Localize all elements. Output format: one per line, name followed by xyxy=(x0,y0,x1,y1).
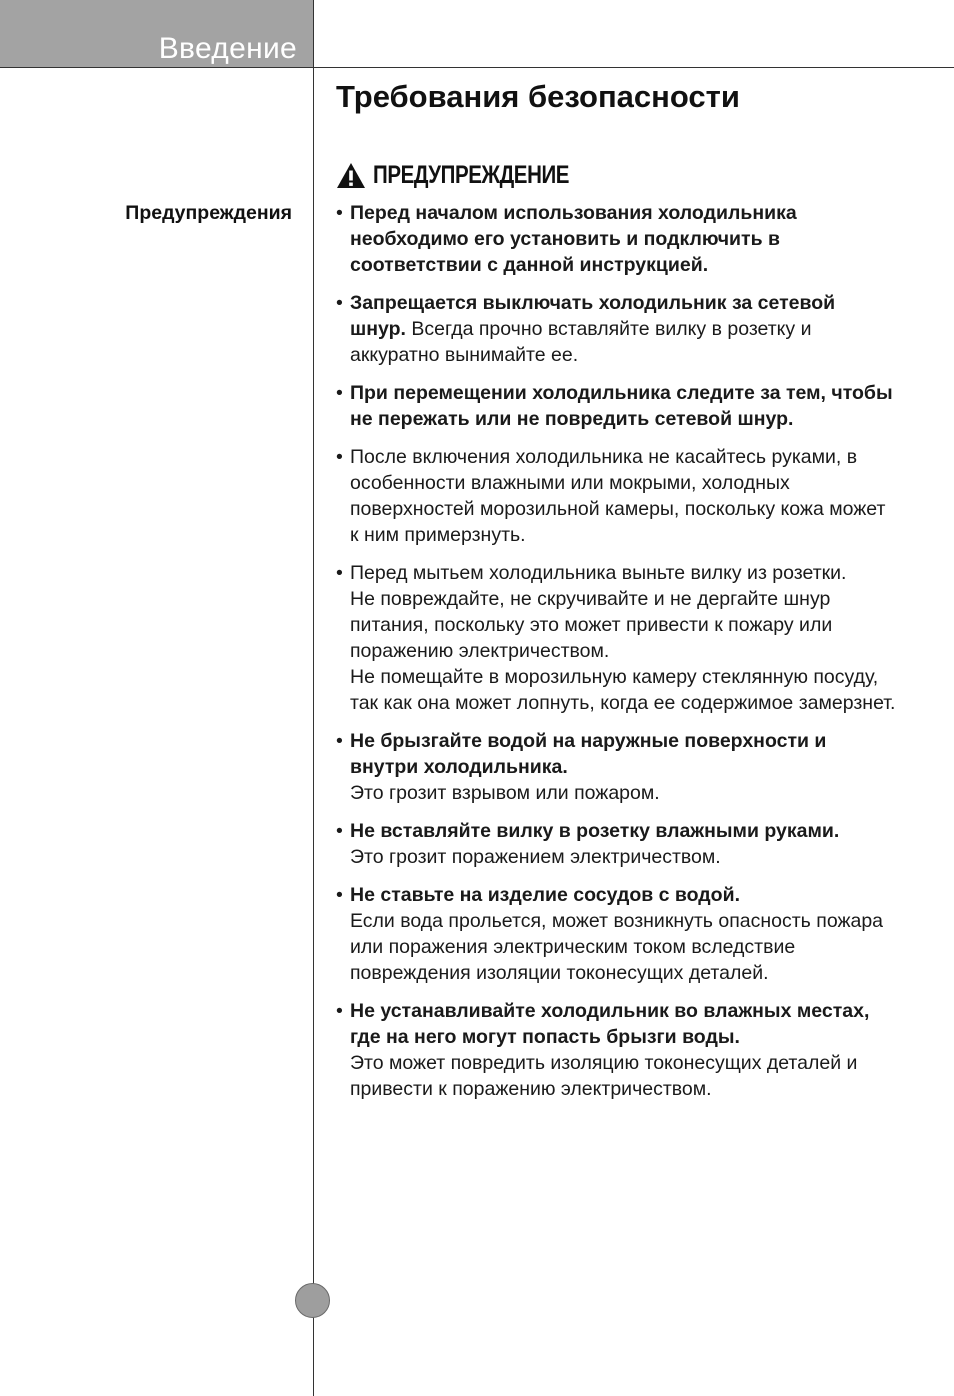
item-bold-text: Не устанавливайте холодильник во влажных местах, где на него могут попасть брызги воды. xyxy=(350,1000,870,1048)
column-divider xyxy=(313,0,314,1396)
bullet: • xyxy=(336,382,343,404)
item-bold-text: Не брызгайте водой на наружные поверхности и внутри холодильника. xyxy=(350,730,827,778)
item-text: Это грозит поражением электричеством. xyxy=(350,846,721,868)
page-marker-dot xyxy=(295,1283,330,1318)
bullet: • xyxy=(336,446,343,468)
list-item xyxy=(336,200,896,278)
page-title: Требования безопасности xyxy=(336,79,740,114)
bullet: • xyxy=(336,292,343,314)
item-text: Если вода прольется, может возникнуть опасность пожара или поражения электрическим током вследствие повреждения изоляции токонесущих деталей. xyxy=(350,910,884,984)
bullet: • xyxy=(336,562,343,584)
list-item xyxy=(336,998,896,1102)
item-text: Это грозит взрывом или пожаром. xyxy=(350,782,660,804)
list-item xyxy=(336,818,896,870)
item-text: Не повреждайте, не скручивайте и не дергайте шнур питания, поскольку это может привести к пожару или поражению электричеством. xyxy=(350,588,833,662)
item-bold-text: Запрещается выключать холодильник за сетевой шнур. xyxy=(350,292,836,340)
item-text: После включения холодильника не касайтесь руками, в особенности влажными или мокрыми, холодных поверхностей морозильной камеры, поскольку кожа может к ним примерзнуть. xyxy=(350,446,886,546)
warning-triangle-icon xyxy=(336,162,366,189)
list-item xyxy=(336,728,896,806)
item-bold-text: Не вставляйте вилку в розетку влажными руками. xyxy=(350,820,840,842)
item-text: Перед мытьем холодильника выньте вилку из розетки. xyxy=(350,562,847,584)
list-item xyxy=(336,444,896,548)
section-tab xyxy=(0,0,313,68)
item-bold-text: При перемещении холодильника следите за тем, чтобы не пережать или не повредить сетевой шнур. xyxy=(350,382,893,430)
bullet: • xyxy=(336,820,343,842)
warning-heading xyxy=(336,158,612,192)
warning-heading-text: ПРЕДУПРЕЖДЕНИЕ xyxy=(373,160,570,189)
item-text: Всегда прочно вставляйте вилку в розетку и аккуратно вынимайте ее. xyxy=(350,318,812,366)
list-item xyxy=(336,380,896,432)
bullet: • xyxy=(336,730,343,752)
item-text: Это может повредить изоляцию токонесущих деталей и привести к поражению электричеством. xyxy=(350,1052,858,1100)
warning-list xyxy=(336,200,896,1114)
bullet: • xyxy=(336,1000,343,1022)
list-item xyxy=(336,882,896,986)
item-bold-text: Перед началом использования холодильника необходимо его установить и подключить в соответствии с данной инструкцией. xyxy=(350,202,797,276)
list-item xyxy=(336,290,896,368)
side-label: Предупреждения xyxy=(125,202,292,224)
item-bold-text: Не ставьте на изделие сосудов с водой. xyxy=(350,884,740,906)
list-item xyxy=(336,560,896,716)
bullet: • xyxy=(336,202,343,224)
section-title: Введение xyxy=(158,32,297,65)
header-rule xyxy=(0,67,954,68)
bullet: • xyxy=(336,884,343,906)
item-text: Не помещайте в морозильную камеру стеклянную посуду, так как она может лопнуть, когда ее содержимое замерзнет. xyxy=(350,666,896,714)
